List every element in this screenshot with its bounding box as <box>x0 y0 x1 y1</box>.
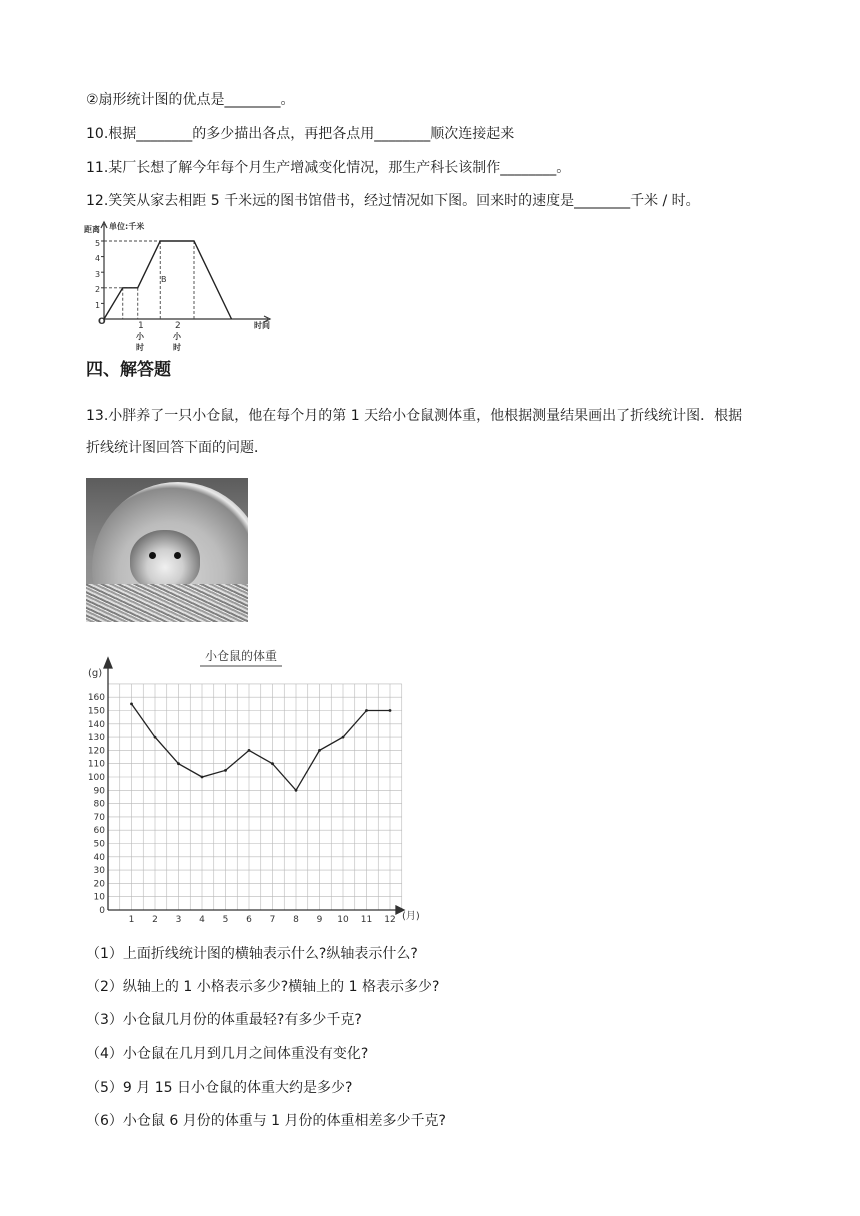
x-tick-label: 3 <box>175 915 182 925</box>
y-tick-1: 1 <box>95 301 101 310</box>
weight-point <box>342 736 345 739</box>
weight-point <box>154 736 157 739</box>
chart-title: 小仓鼠的体重 <box>204 649 278 663</box>
sub-question-5: （5）9 月 15 日小仓鼠的体重大约是多少? <box>86 1080 353 1096</box>
x-tick-label: 8 <box>293 915 299 925</box>
hamster-photo <box>86 478 248 622</box>
x-tick-label: 7 <box>269 915 276 925</box>
question-9-part-2: ②扇形统计图的优点是________。 <box>86 92 295 108</box>
section-heading: 四、解答题 <box>86 360 171 380</box>
hamster-eye-left <box>149 552 156 559</box>
y-tick-5: 5 <box>95 239 101 248</box>
origin-label: O <box>98 317 106 327</box>
weight-point <box>365 709 368 712</box>
y-tick-label: 150 <box>87 706 105 717</box>
weight-point <box>201 776 204 779</box>
y-axis-arrow <box>104 658 112 668</box>
question-13-line-2: 折线统计图回答下面的问题． <box>86 440 268 456</box>
y-tick-4: 4 <box>95 254 101 263</box>
y-tick-3: 3 <box>95 270 101 279</box>
y-unit-label: (g) <box>88 668 103 679</box>
x-tick-label: 11 <box>360 915 373 925</box>
unit-label: 单位:千米 <box>109 222 145 231</box>
x-tick-label: 10 <box>337 915 349 925</box>
x-tick-label: 6 <box>246 915 252 925</box>
y-tick-label: 70 <box>93 812 105 823</box>
x-tick-2-unit-a: 小 <box>173 332 181 341</box>
sub-question-1: （1）上面折线统计图的横轴表示什么?纵轴表示什么? <box>86 946 418 962</box>
weight-point <box>248 749 251 752</box>
distance-axis-label: 距离 <box>84 225 100 234</box>
weight-point <box>389 709 392 712</box>
x-tick-label: 4 <box>199 915 205 925</box>
sub-question-4: （4）小仓鼠在几月到几月之间体重没有变化? <box>86 1046 369 1062</box>
y-tick-label: 160 <box>87 693 105 704</box>
x-tick-2-unit-b: 时 <box>173 343 181 352</box>
y-tick-label: 140 <box>87 719 105 730</box>
x-tick-label: 1 <box>128 915 135 925</box>
y-tick-label: 50 <box>93 839 105 850</box>
time-axis-label: 时间 <box>254 321 270 330</box>
question-10: 10.根据________的多少描出各点，再把各点用________顺次连接起来 <box>86 126 515 142</box>
y-tick-label: 110 <box>87 759 105 770</box>
distance-time-chart <box>82 218 282 358</box>
question-11: 11.某厂长想了解今年每个月生产增减变化情况，那生产科长该制作________。 <box>86 160 571 176</box>
question-13-line-1: 13.小胖养了一只小仓鼠，他在每个月的第 1 天给小仓鼠测体重，他根据测量结果画出了折线统计图．根据 <box>86 408 743 424</box>
y-tick-label: 80 <box>93 799 105 810</box>
sub-question-6: （6）小仓鼠 6 月份的体重与 1 月份的体重相差多少千克? <box>86 1113 446 1129</box>
question-12: 12.笑笑从家去相距 5 千米远的图书馆借书，经过情况如下图。回来时的速度是________千米 / 时。 <box>86 193 700 209</box>
y-tick-label: 30 <box>93 866 105 877</box>
weight-point <box>295 789 298 792</box>
y-tick-label: 120 <box>87 746 105 757</box>
y-tick-label: 0 <box>99 906 105 916</box>
weight-point <box>271 762 274 765</box>
x-tick-1-unit-b: 时 <box>136 343 144 352</box>
weight-point <box>177 762 180 765</box>
x-tick-1-unit-a: 小 <box>136 332 144 341</box>
hamster-shape <box>130 530 200 590</box>
sub-question-3: （3）小仓鼠几月份的体重最轻?有多少千克? <box>86 1012 362 1028</box>
sub-question-2: （2）纵轴上的 1 小格表示多少?横轴上的 1 格表示多少? <box>86 979 440 995</box>
y-tick-label: 100 <box>87 773 105 783</box>
weight-point <box>130 702 133 705</box>
weight-point <box>224 769 227 772</box>
hamster-eye-right <box>174 552 181 559</box>
x-tick-label: 5 <box>222 915 229 925</box>
x-tick-label: 9 <box>316 915 323 925</box>
y-tick-label: 20 <box>93 879 105 890</box>
x-tick-label: 12 <box>384 915 396 925</box>
distance-line <box>104 241 232 319</box>
y-tick-label: 10 <box>93 892 105 903</box>
point-b-label: B <box>161 275 167 284</box>
x-unit-label: (月) <box>402 911 420 922</box>
x-tick-1: 1 <box>138 321 144 331</box>
y-tick-label: 60 <box>93 826 105 837</box>
weight-point <box>318 749 321 752</box>
y-tick-label: 90 <box>93 786 105 797</box>
y-tick-2: 2 <box>95 285 101 294</box>
y-tick-label: 130 <box>87 733 105 744</box>
y-tick-label: 40 <box>93 852 105 863</box>
straw-bedding <box>86 584 248 622</box>
x-tick-label: 2 <box>152 915 158 925</box>
x-tick-2: 2 <box>175 321 181 331</box>
hamster-weight-chart <box>84 640 430 930</box>
